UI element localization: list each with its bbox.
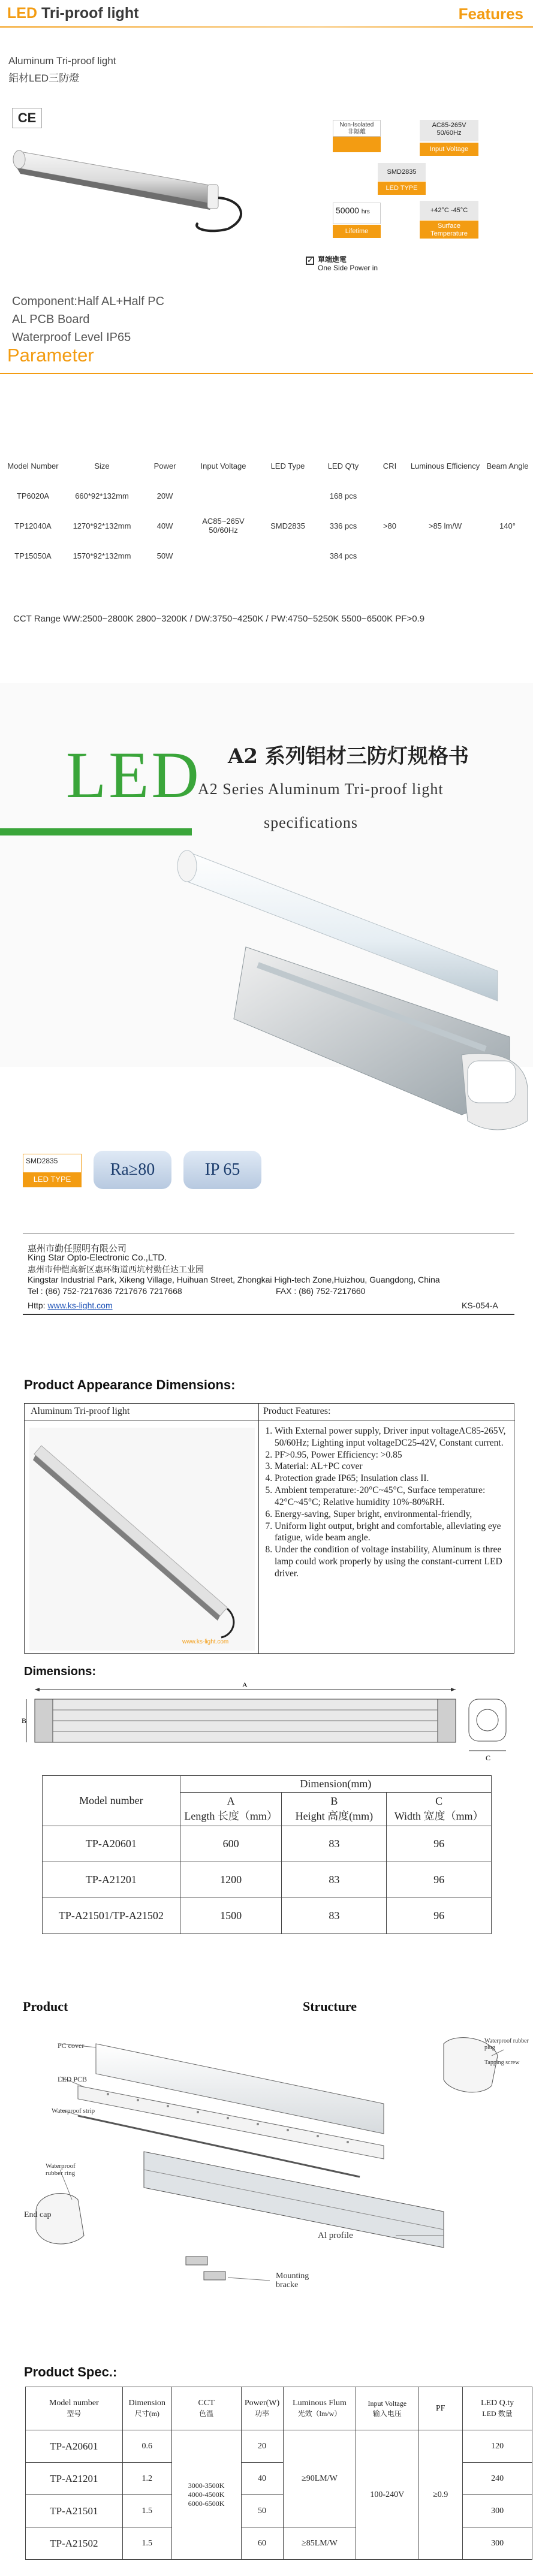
col-header: LED Q.ty LED 数量 bbox=[463, 2387, 532, 2430]
cell-input-voltage: AC85~265V 50/60Hz bbox=[202, 517, 245, 535]
led-type-badge bbox=[23, 1154, 82, 1187]
table-row: TP-A20601 0.6 3000-3500K 4000-4500K 6000-6500K 20 ≥90LM/W 100-240V ≥0.9 120 bbox=[26, 2430, 532, 2463]
cell-model: TP12040A bbox=[14, 521, 52, 530]
lifetime-label: Lifetime bbox=[333, 225, 381, 238]
cell-size: 1570*92*132mm bbox=[73, 551, 131, 560]
cell-qty: 168 pcs bbox=[329, 491, 357, 500]
list-item: 3. Material: AL+PC cover bbox=[275, 1461, 506, 1473]
dimension-table bbox=[42, 1775, 492, 1934]
catalog-product-render bbox=[174, 839, 533, 1151]
col-header: Model Number bbox=[7, 461, 59, 470]
power-in-en: One Side Power in bbox=[318, 264, 378, 272]
divider bbox=[23, 1233, 514, 1234]
cell-size: 660*92*132mm bbox=[75, 491, 129, 500]
document-code: KS-054-A bbox=[462, 1301, 498, 1310]
cell-qty: 336 pcs bbox=[329, 521, 357, 530]
label-end-cap: End cap bbox=[24, 2210, 52, 2219]
label-mounting: Mounting bracke bbox=[276, 2272, 309, 2290]
label-waterproof-strip: Waterproof strip bbox=[52, 2107, 95, 2115]
company-tel: Tel : (86) 752-7217636 7217676 7217668 bbox=[28, 1286, 182, 1296]
company-address-en: Kingstar Industrial Park, Xikeng Village, Huihuan Street, Zhongkai High-tech Zone,Huizhou, Guangdong, China bbox=[28, 1275, 440, 1284]
cell-power: 50W bbox=[156, 551, 173, 560]
col-header: CCT 色温 bbox=[171, 2387, 241, 2430]
checkbox-icon: ✓ bbox=[306, 257, 314, 265]
col-header: CRI bbox=[383, 461, 397, 470]
cell-size: 1270*92*132mm bbox=[73, 521, 131, 530]
led-type-label: LED TYPE bbox=[378, 182, 426, 195]
table-row: TP-A21502 1.5 60 ≥85LM/W 300 bbox=[26, 2527, 532, 2560]
col-header: PF bbox=[418, 2387, 463, 2430]
col-header: Power(W) 功率 bbox=[241, 2387, 283, 2430]
list-item: 7. Uniform light output, bright and comfortable, alleviating eye fatigue, wide beam angle. bbox=[275, 1521, 506, 1545]
catalog-led-logo: LED bbox=[66, 738, 201, 812]
company-name-cn: 惠州市勤任照明有限公司 bbox=[28, 1244, 127, 1254]
cct-range: CCT Range WW:2500~2800K 2800~3200K / DW:3750~4250K / PW:4750~5250K 5500~6500K PF>0.9 bbox=[13, 614, 425, 624]
col-header: Model number 型号 bbox=[26, 2387, 123, 2430]
header-dimension: Dimension(mm) bbox=[180, 1776, 491, 1793]
product-photo bbox=[12, 133, 264, 235]
col-header: Luminous Flum 光效（lm/w） bbox=[283, 2387, 356, 2430]
catalog-title-cn: A2 系列铝材三防灯规格书 bbox=[228, 744, 469, 768]
cell-pf: ≥0.9 bbox=[418, 2430, 463, 2560]
dimension-drawing bbox=[22, 1681, 513, 1765]
features-heading: Features bbox=[458, 5, 523, 23]
parameter-heading: Parameter bbox=[7, 345, 94, 366]
cell-efficiency: >85 lm/W bbox=[428, 521, 462, 530]
product-heading: Product bbox=[23, 1999, 68, 2014]
list-item: 4. Protection grade IP65; Insulation class II. bbox=[275, 1473, 506, 1485]
appearance-photo bbox=[29, 1428, 255, 1651]
col-header: LED Type bbox=[270, 461, 305, 470]
product-name-cn: 鋁材LED三防燈 bbox=[8, 73, 80, 84]
badge-label: LED TYPE bbox=[23, 1172, 81, 1187]
table-row: TP-A21501/TP-A21502 1500 83 96 bbox=[43, 1898, 492, 1934]
cell-cct: 3000-3500K 4000-4500K 6000-6500K bbox=[171, 2430, 241, 2560]
ip-badge: IP 65 bbox=[183, 1151, 261, 1189]
table-row: TP-A20601 600 83 96 bbox=[43, 1826, 492, 1862]
dimensions-heading: Dimensions: bbox=[24, 1665, 97, 1678]
component-line: Component:Half AL+Half PC bbox=[12, 295, 165, 308]
list-item: 1. With External power supply, Driver input voltageAC85-265V, 50/60Hz; Lighting input voltageDC25-42V, Constant current. bbox=[275, 1425, 506, 1449]
list-item: 8. Under the condition of voltage instability, Aluminum is three lamp could work properly by using the constant-current LED driver. bbox=[275, 1544, 506, 1579]
led-chip-value: SMD2835 bbox=[378, 163, 426, 181]
spec-heading: Product Spec.: bbox=[24, 2364, 118, 2379]
col-header: Luminous Efficiency bbox=[410, 461, 480, 470]
page-title: LED Tri-proof light bbox=[7, 5, 139, 22]
cri-badge: Ra≥80 bbox=[94, 1151, 171, 1189]
cell-beam-angle: 140° bbox=[499, 521, 516, 530]
watermark: www.ks-light.com bbox=[182, 1639, 229, 1645]
temperature-label: Surface Temperature bbox=[420, 221, 478, 239]
table-row bbox=[6, 481, 532, 511]
header-b: B Height 高度(mm) bbox=[282, 1793, 387, 1826]
col-header: Input Voltage 输入电压 bbox=[356, 2387, 418, 2430]
cell-model: TP15050A bbox=[14, 551, 52, 560]
appearance-heading: Product Appearance Dimensions: bbox=[24, 1377, 236, 1392]
top-banner bbox=[0, 0, 533, 31]
box-divider bbox=[258, 1404, 259, 1654]
temperature-value: +42°C -45°C bbox=[420, 201, 478, 220]
col-header: Size bbox=[94, 461, 110, 470]
dim-label-b: B bbox=[22, 1717, 27, 1725]
company-address-cn: 惠州市仲恺高新区惠环街道西坑村勤任达工业园 bbox=[28, 1265, 204, 1274]
col-header: Beam Angle bbox=[486, 461, 529, 470]
catalog-title-en: A2 Series Aluminum Tri-proof light bbox=[198, 780, 444, 798]
company-fax: FAX : (86) 752-7217660 bbox=[276, 1286, 366, 1296]
label-al-profile: Al profile bbox=[318, 2231, 353, 2240]
badge-chip: SMD2835 bbox=[26, 1157, 58, 1165]
parameter-table bbox=[6, 451, 532, 571]
cell-flux: ≥90LM/W bbox=[283, 2430, 356, 2527]
list-item: 6. Energy-saving, Super bright, environmental-friendly, bbox=[275, 1509, 506, 1521]
header-model: Model number bbox=[43, 1776, 180, 1826]
green-accent-bar bbox=[0, 828, 192, 835]
dim-label-c: C bbox=[486, 1754, 491, 1762]
col-header: Dimension 尺寸(m) bbox=[122, 2387, 171, 2430]
box-left-title: Aluminum Tri-proof light bbox=[31, 1406, 130, 1416]
table-row: TP-A21201 1200 83 96 bbox=[43, 1862, 492, 1898]
product-name-en: Aluminum Tri-proof light bbox=[8, 55, 116, 67]
component-line: AL PCB Board bbox=[12, 313, 90, 326]
list-item: 2. PF>0.95, Power Efficiency: >0.85 bbox=[275, 1449, 506, 1461]
dim-label-a: A bbox=[242, 1681, 248, 1689]
cell-power: 20W bbox=[156, 491, 173, 500]
label-pc-cover: PC cover bbox=[58, 2041, 85, 2050]
label-waterproof-ring: Waterproof rubber ring bbox=[46, 2162, 76, 2177]
divider bbox=[23, 1314, 514, 1315]
cell-voltage: 100-240V bbox=[356, 2430, 418, 2560]
company-name-en: King Star Opto-Electronic Co.,LTD. bbox=[28, 1253, 167, 1263]
col-header: Power bbox=[153, 461, 176, 470]
header-divider bbox=[0, 26, 533, 28]
box-right-title: Product Features: bbox=[263, 1406, 331, 1416]
exploded-view bbox=[24, 2020, 516, 2301]
ce-mark: CE bbox=[12, 108, 42, 128]
label-led-pcb: LED PCB bbox=[58, 2075, 88, 2083]
cell-flux: ≥85LM/W bbox=[283, 2527, 356, 2560]
company-website[interactable]: Http: www.ks-light.com bbox=[28, 1301, 113, 1310]
structure-heading: Structure bbox=[303, 1999, 357, 2014]
non-isolated-label: Non-Isolated 非隔離 bbox=[333, 120, 381, 137]
cell-qty: 384 pcs bbox=[329, 551, 357, 560]
cell-model: TP6020A bbox=[16, 491, 50, 500]
cell-led-type: SMD2835 bbox=[270, 521, 305, 530]
list-item: 5. Ambient temperature:-20°C~45°C, Surface temperature: 42°C~45°C; Relative humidity 10%-80%RH. bbox=[275, 1485, 506, 1509]
catalog-title-en-2: specifications bbox=[264, 814, 358, 831]
power-in-cn: 單端進電 bbox=[318, 255, 347, 264]
input-voltage-value: AC85-265V 50/60Hz bbox=[420, 120, 478, 141]
component-line: Waterproof Level IP65 bbox=[12, 331, 131, 344]
features-list bbox=[260, 1425, 506, 1580]
non-isolated-icon bbox=[333, 137, 381, 152]
col-header: LED Q'ty bbox=[327, 461, 359, 470]
header-c: C Width 宽度（mm） bbox=[387, 1793, 492, 1826]
parameter-divider bbox=[0, 373, 533, 374]
table-row: TP-A21501 1.5 50 300 bbox=[26, 2495, 532, 2527]
cell-power: 40W bbox=[156, 521, 173, 530]
lifetime-value: 50000 hrs bbox=[333, 203, 381, 224]
header-a: A Length 长度（mm） bbox=[180, 1793, 282, 1826]
col-header: Input Voltage bbox=[200, 461, 246, 470]
table-row: TP-A21201 1.2 40 240 bbox=[26, 2463, 532, 2495]
label-tapping-screw: Tapping screw bbox=[484, 2059, 520, 2066]
cell-cri: >80 bbox=[383, 521, 397, 530]
label-waterproof-plug: Waterproof rubber plug bbox=[484, 2038, 529, 2051]
spec-table bbox=[25, 2387, 532, 2560]
input-voltage-label: Input Voltage bbox=[420, 143, 478, 156]
